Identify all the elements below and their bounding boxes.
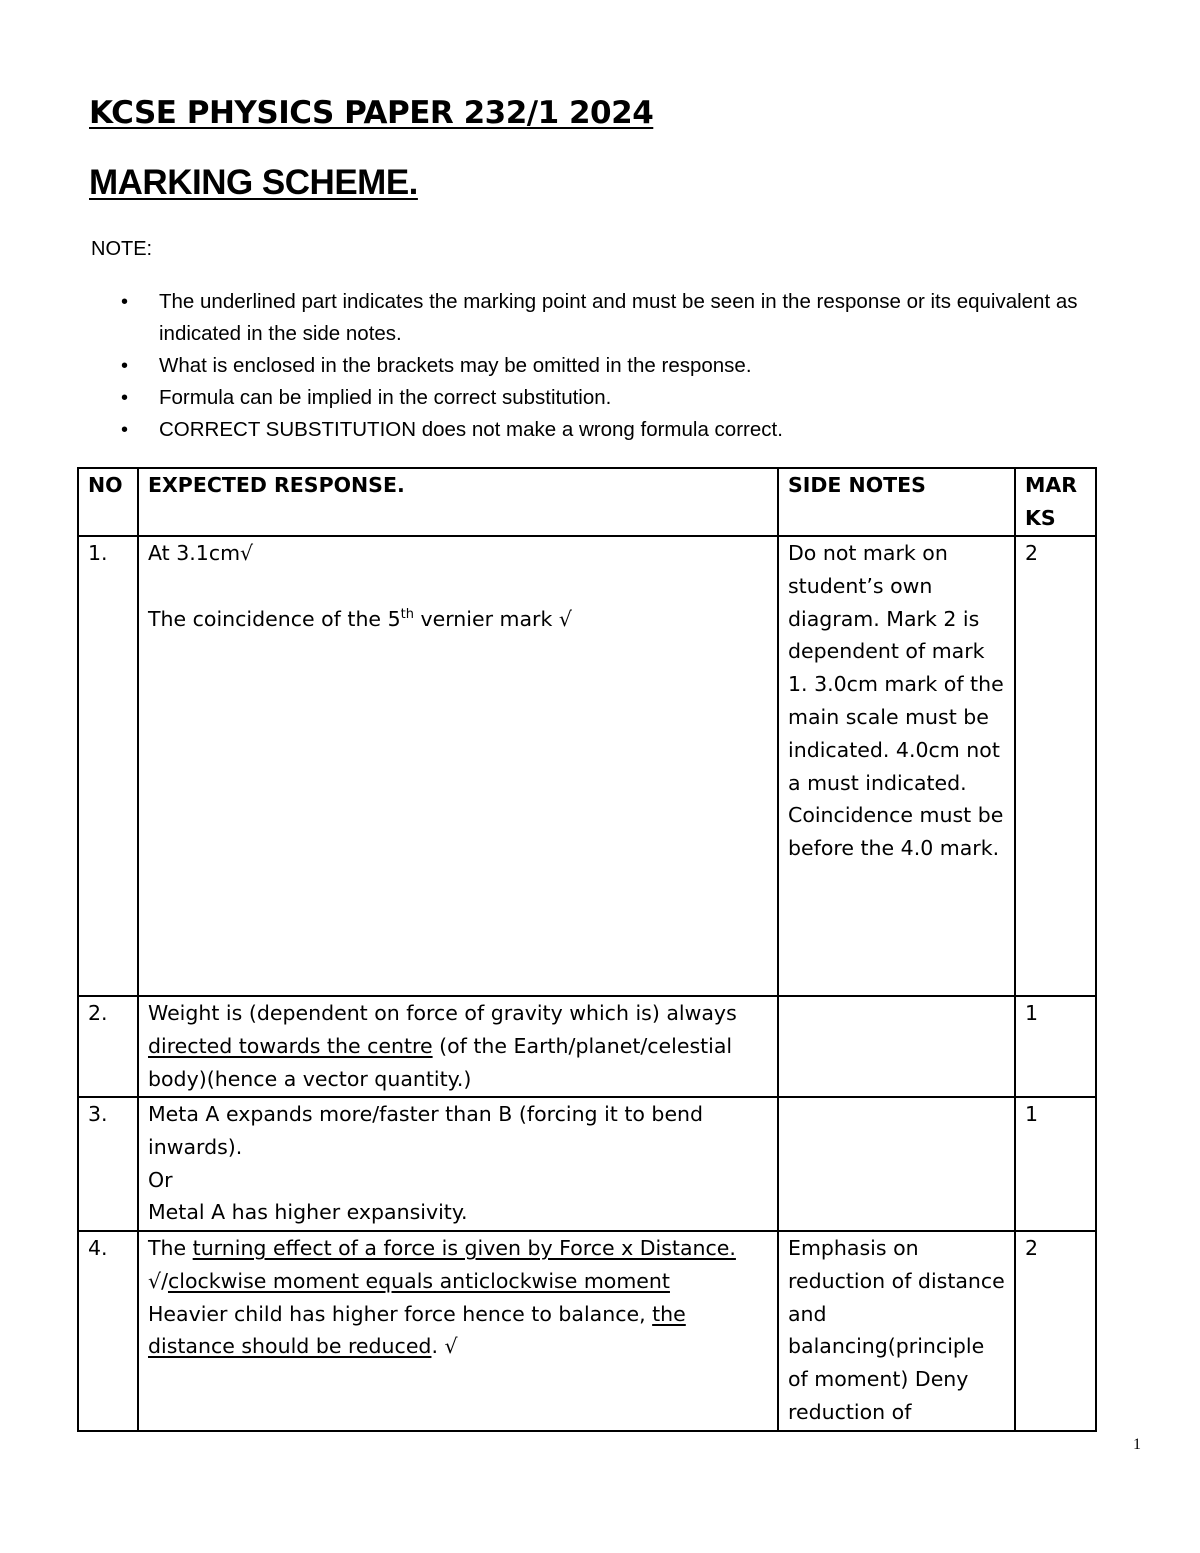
marks: 1 (1015, 996, 1096, 1097)
response-line: Or (148, 1167, 173, 1192)
side-notes (778, 996, 1015, 1097)
table-row (78, 1231, 1096, 1431)
expected-response (138, 1231, 778, 1431)
note-item: • The underlined part indicates the marking point and must be seen in the response or its equivalent as indicated in the side notes. (118, 286, 1128, 350)
note-list (118, 286, 1128, 446)
side-notes: Do not mark on student’s own diagram. Mark 2 is dependent of mark 1. 3.0cm mark of the main scale must be indicated. 4.0cm not a must indicated. Coincidence must be before the 4.0 mark. (778, 536, 1015, 996)
expected-response: Weight is (dependent on force of gravity which is) always directed towards the centre (of the Earth/planet/celestial body)(hence a vector quantity.) (138, 996, 778, 1097)
response-line: The turning effect of a force is given by Force x Distance. √/clockwise moment equals anticlockwise moment (148, 1236, 736, 1293)
marks: 2 (1015, 536, 1096, 996)
marking-point: the distance should be reduced (148, 1301, 686, 1359)
page-number: 1 (1133, 1436, 1141, 1453)
response-line: The coincidence of the 5th vernier mark √ (148, 606, 572, 631)
question-number: 4. (78, 1231, 138, 1431)
question-number: 1. (78, 536, 138, 996)
header-expected-response: EXPECTED RESPONSE. (138, 468, 778, 536)
marks: 2 (1015, 1231, 1096, 1431)
marks: 1 (1015, 1097, 1096, 1231)
expected-response (138, 536, 778, 996)
note-item: • Formula can be implied in the correct substitution. (118, 382, 1128, 414)
note-label: NOTE: (91, 238, 153, 260)
response-line: At 3.1cm√ (148, 541, 254, 565)
marking-point: clockwise moment equals anticlockwise moment (167, 1268, 670, 1293)
marking-point: turning effect of a force is given by Force x Distance. (192, 1236, 736, 1260)
note-item: • CORRECT SUBSTITUTION does not make a wrong formula correct. (118, 414, 1128, 446)
document-title: KCSE PHYSICS PAPER 232/1 2024 (89, 95, 654, 131)
marking-scheme-table (77, 467, 1097, 1432)
table-header-row (78, 468, 1096, 536)
header-side-notes: SIDE NOTES (778, 468, 1015, 536)
question-number: 3. (78, 1097, 138, 1231)
expected-response (138, 1097, 778, 1231)
side-notes: Emphasis on reduction of distance and balancing(principle of moment) Deny reduction of (778, 1231, 1015, 1431)
table-row (78, 536, 1096, 996)
note-item: • What is enclosed in the brackets may be omitted in the response. (118, 350, 1128, 382)
response-line: Metal A has higher expansivity. (148, 1200, 468, 1225)
header-no: NO (78, 468, 138, 536)
response-line: Heavier child has higher force hence to balance, the distance should be reduced. √ (148, 1301, 686, 1359)
side-notes (778, 1097, 1015, 1231)
response-line: Meta A expands more/faster than B (forcing it to bend inwards). (148, 1102, 704, 1159)
table-row (78, 996, 1096, 1097)
document-subtitle: MARKING SCHEME. (89, 163, 418, 202)
header-marks: MARKS (1015, 468, 1096, 536)
question-number: 2. (78, 996, 138, 1097)
table-row (78, 1097, 1096, 1231)
marking-point: directed towards the centre (148, 1033, 433, 1058)
